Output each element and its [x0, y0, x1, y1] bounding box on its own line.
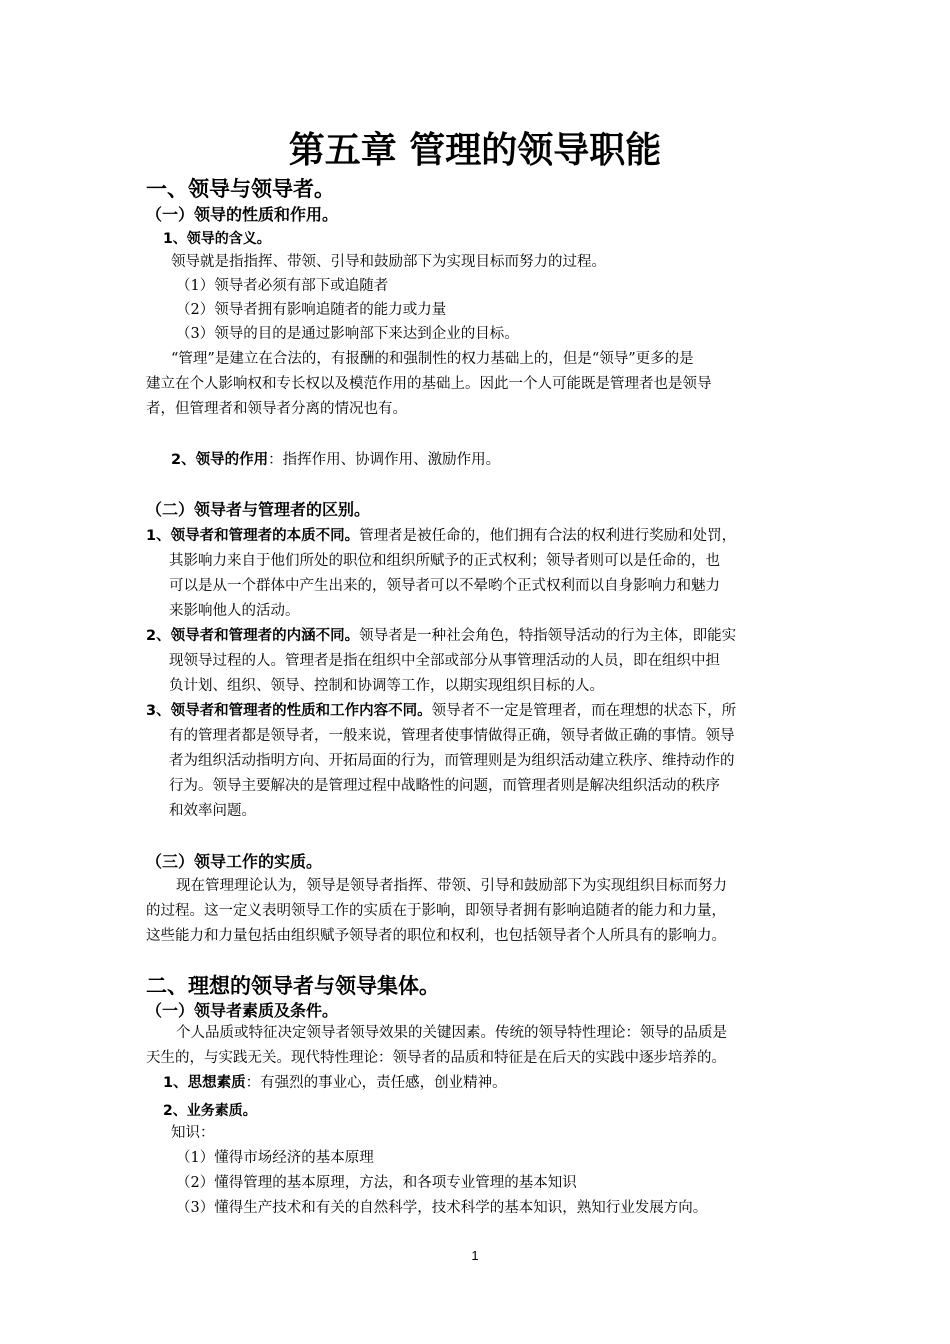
list-item-line: 来影响他人的活动。: [169, 603, 300, 619]
definition-text: 领导就是指指挥、带领、引导和鼓励部下为实现目标而努力的过程。: [171, 254, 606, 270]
list-item-line: 负计划、组织、领导、控制和协调等工作，以期实现组织目标的人。: [169, 678, 604, 694]
list-item-label: 2、领导者和管理者的内涵不同。: [146, 628, 360, 644]
paragraph-line: 者，但管理者和领导者分离的情况也有。: [146, 401, 407, 417]
knowledge-label: 知识：: [171, 1125, 215, 1141]
list-item-line: [146, 524, 736, 548]
section-1-heading: 一、领导与领导者。: [146, 177, 335, 201]
subsection-2-1-heading: （一）领导者素质及条件。: [146, 1001, 339, 1020]
item-1-1-2-text: ：指挥作用、协调作用、激励作用。: [268, 452, 501, 468]
paragraph-line: 这些能力和力量包括由组织赋予领导者的职位和权利，也包括领导者个人所具有的影响力。: [146, 928, 726, 944]
list-item-line: 其影响力来自于他们所处的职位和组织所赋予的正式权利；领导者则可以是任命的，也: [169, 553, 720, 569]
list-item-line: 行为。领导主要解决的是管理过程中战略性的问题，而管理者则是解决组织活动的秩序: [169, 778, 720, 794]
list-item-line: 有的管理者都是领导者，一般来说，管理者使事情做得正确，领导者做正确的事情。领导: [169, 728, 735, 744]
list-item-text: 管理者是被任命的，他们拥有合法的权利进行奖励和处罚，: [359, 528, 737, 544]
subsection-1-1-heading: （一）领导的性质和作用。: [146, 205, 339, 224]
list-item-line: [146, 699, 736, 723]
list-item-line: 和效率问题。: [169, 803, 256, 819]
list-item-text: 领导者不一定是管理者，而在理想的状态下，所: [431, 703, 737, 719]
point-line: （2）领导者拥有影响追随者的能力或力量: [176, 302, 447, 318]
item-2-1-1-label: 1、思想素质: [163, 1075, 246, 1091]
page-number: 1: [471, 1248, 479, 1263]
list-item-label: 1、领导者和管理者的本质不同。: [146, 528, 360, 544]
knowledge-line: （2）懂得管理的基本原理，方法，和各项专业管理的基本知识: [176, 1175, 577, 1191]
list-item-text: 领导者是一种社会角色，特指领导活动的行为主体，即能实: [359, 628, 737, 644]
paragraph-line: 建立在个人影响权和专长权以及模范作用的基础上。因此一个人可能既是管理者也是领导: [146, 376, 712, 392]
list-item-line: [146, 624, 736, 648]
paragraph-line: 个人品质或特征决定领导者领导效果的关键因素。传统的领导特性理论：领导的品质是: [176, 1025, 727, 1041]
list-item-line: 可以是从一个群体中产生出来的，领导者可以不晕哟个正式权利而以自身影响力和魅力: [169, 578, 720, 594]
list-item-label: 3、领导者和管理者的性质和工作内容不同。: [146, 703, 432, 719]
subsection-1-2-heading: （二）领导者与管理者的区别。: [146, 500, 371, 519]
item-2-1-2-label: 2、业务素质。: [163, 1103, 257, 1119]
knowledge-line: （3）懂得生产技术和有关的自然科学，技术科学的基本知识，熟知行业发展方向。: [176, 1200, 708, 1216]
paragraph-line: 天生的，与实践无关。现代特性理论：领导者的品质和特征是在后天的实践中逐步培养的。: [146, 1050, 726, 1066]
point-line: （3）领导的目的是通过影响部下来达到企业的目标。: [176, 326, 519, 342]
item-1-1-1-label: 1、领导的含义。: [163, 231, 271, 247]
item-2-1-1-line: [163, 1071, 507, 1095]
point-line: （1）领导者必须有部下或追随者: [176, 278, 389, 294]
chapter-title: 第五章 管理的领导职能: [288, 130, 662, 171]
paragraph-line: 的过程。这一定义表明领导工作的实质在于影响，即领导者拥有影响追随者的能力和力量，: [146, 903, 726, 919]
list-item-line: 者为组织活动指明方向、开拓局面的行为，而管理则是为组织活动建立秩序、维持动作的: [169, 753, 735, 769]
subsection-1-3-heading: （三）领导工作的实质。: [146, 852, 323, 871]
paragraph-line: 现在管理理论认为，领导是领导者指挥、带领、引导和鼓励部下为实现组织目标而努力: [176, 878, 727, 894]
paragraph-line: “管理”是建立在合法的，有报酬的和强制性的权力基础上的，但是“领导”更多的是: [171, 351, 694, 367]
knowledge-line: （1）懂得市场经济的基本原理: [176, 1150, 374, 1166]
item-1-1-2-label: 2、领导的作用: [171, 452, 269, 468]
list-item-line: 现领导过程的人。管理者是指在组织中全部或部分从事管理活动的人员，即在组织中担: [169, 653, 720, 669]
item-1-1-2-line: [171, 448, 500, 472]
item-2-1-1-text: ：有强烈的事业心，责任感，创业精神。: [245, 1075, 507, 1091]
section-2-heading: 二、理想的领导者与领导集体。: [146, 974, 440, 998]
